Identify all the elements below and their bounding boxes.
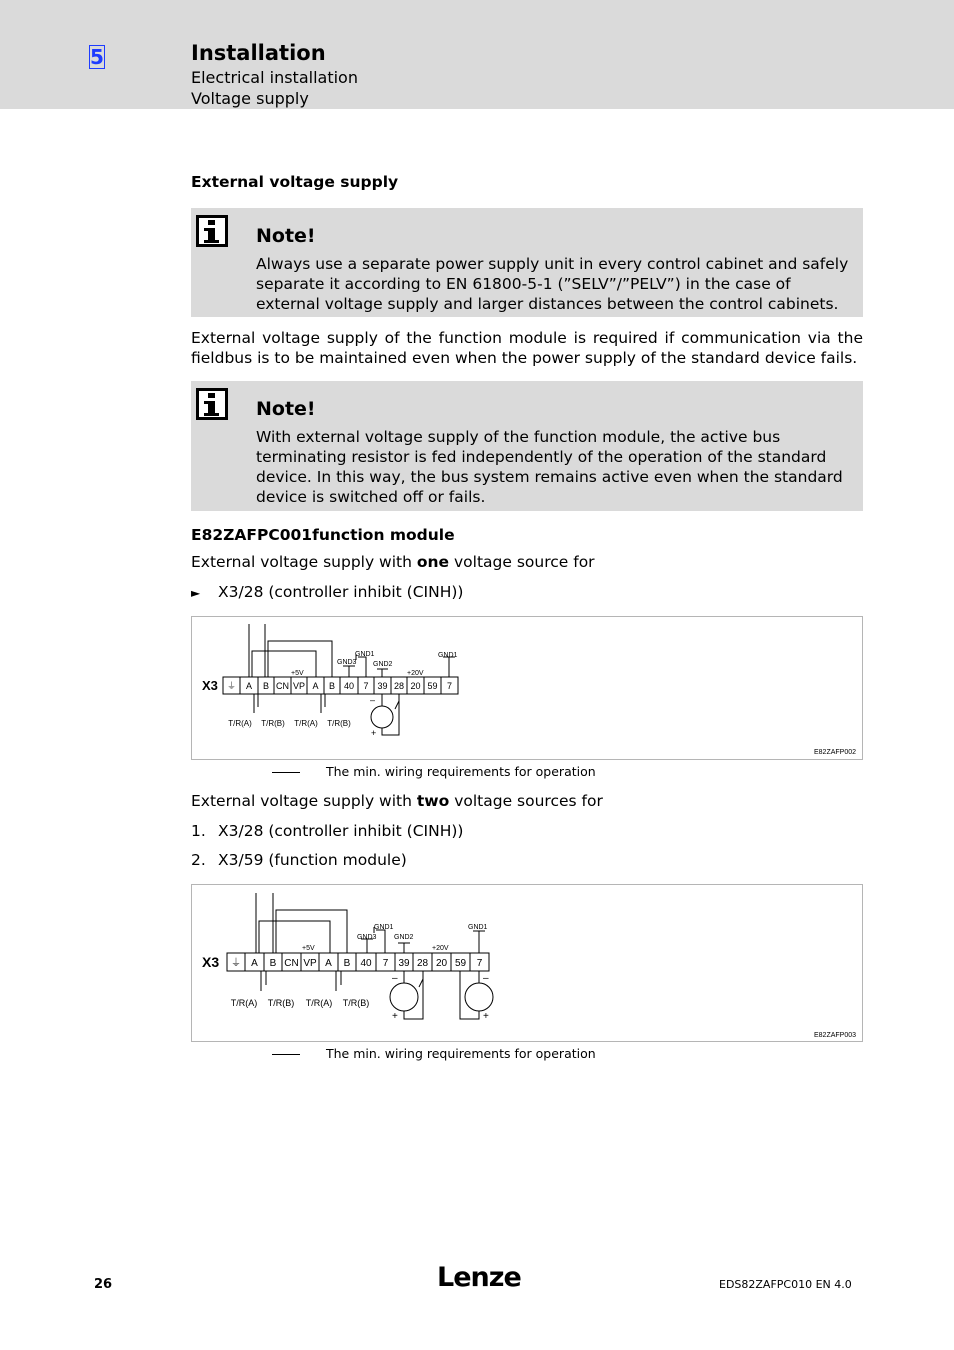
- label-gnd1: GND1: [374, 924, 394, 931]
- terminal-label: 59: [427, 681, 438, 691]
- label-gnd2: GND2: [373, 661, 393, 668]
- figure-id: E82ZAFP003: [814, 1032, 857, 1039]
- note-text: Always use a separate power supply unit in every control cabinet and safely separate it according to EN 61800-5-1 (”SELV”/”PELV”) in the case of external voltage supply and larger distances between the control cabinets.: [256, 255, 849, 313]
- page-number: 26: [94, 1277, 113, 1292]
- minus-sign: –: [370, 695, 376, 705]
- item-number: 1.: [191, 822, 206, 840]
- terminal-label: 59: [454, 958, 467, 969]
- intro-suffix: voltage sources for: [449, 792, 603, 810]
- terminal-label: 7: [363, 681, 369, 691]
- terminal-label: 7: [476, 958, 483, 969]
- item-text: X3/59 (function module): [218, 851, 407, 869]
- terminal-label: 7: [446, 681, 453, 691]
- label-gnd1: GND1: [468, 924, 488, 931]
- label-gnd2: GND2: [394, 934, 414, 941]
- minus-sign: –: [392, 973, 398, 984]
- label-plus5v: +5V: [302, 945, 315, 952]
- plus-sign: +: [483, 1011, 489, 1022]
- terminal-label: 7: [382, 958, 389, 969]
- terminal-label: 20: [435, 958, 448, 969]
- minus-sign: –: [483, 973, 489, 984]
- info-icon: [196, 388, 228, 420]
- terminal-label: A: [312, 681, 319, 691]
- document-id: EDS82ZAFPC010 EN 4.0: [719, 1278, 852, 1291]
- connector-label: X3: [202, 954, 220, 970]
- wiring-diagram-svg: [192, 617, 864, 761]
- bus-label: T/R(A): [230, 998, 258, 1008]
- label-gnd3: GND3: [337, 659, 357, 666]
- terminal-label: 40: [360, 958, 372, 969]
- bullet-text: X3/28 (controller inhibit (CINH)): [218, 583, 464, 601]
- section-breadcrumb-1: Electrical installation: [191, 68, 358, 87]
- bus-label: T/R(B): [327, 719, 351, 728]
- note-box-2: [191, 381, 863, 511]
- label-plus5v: +5V: [291, 670, 304, 677]
- terminal-label: B: [269, 958, 277, 969]
- terminal-label: B: [343, 958, 351, 969]
- item-text: X3/28 (controller inhibit (CINH)): [218, 822, 464, 840]
- note-box-1: [191, 208, 863, 317]
- chapter-title: Installation: [191, 41, 326, 65]
- terminal-label: ⏚: [231, 958, 241, 969]
- chapter-number[interactable]: 5: [90, 45, 104, 69]
- intro-emphasis: two: [416, 792, 450, 810]
- terminal-label: 28: [393, 681, 405, 691]
- info-icon: [196, 215, 228, 247]
- one-source-intro: [191, 553, 595, 571]
- two-sources-intro: [191, 792, 603, 810]
- intro-emphasis: one: [416, 553, 450, 571]
- item-number: 2.: [191, 851, 206, 869]
- bullet-arrow-icon: ►: [191, 586, 201, 600]
- caption-line: [272, 1054, 300, 1055]
- wiring-diagram-2: [191, 884, 863, 1042]
- terminal-label: 20: [410, 681, 421, 691]
- label-plus20v: +20V: [407, 670, 424, 677]
- figure-caption: The min. wiring requirements for operation: [326, 764, 596, 779]
- terminal-label: A: [251, 958, 258, 969]
- intro-prefix: External voltage supply with: [191, 792, 417, 810]
- terminal-label: ⏚: [226, 681, 237, 691]
- lenze-logo: Lenze: [437, 1262, 521, 1293]
- bus-label: T/R(A): [305, 998, 333, 1008]
- bus-label: T/R(A): [294, 719, 318, 728]
- terminal-label: CN: [284, 958, 299, 969]
- terminal-label: VP: [303, 958, 317, 969]
- bus-label: T/R(A): [228, 719, 252, 728]
- section-title: External voltage supply: [191, 173, 399, 191]
- wiring-diagram-1: [191, 616, 863, 760]
- label-gnd1: GND1: [438, 652, 458, 659]
- terminal-label: B: [262, 681, 270, 691]
- terminal-label: 39: [398, 958, 410, 969]
- figure-id: E82ZAFP002: [814, 749, 857, 756]
- bus-label: T/R(B): [267, 998, 295, 1008]
- label-gnd1: GND1: [355, 651, 375, 658]
- note-text: With external voltage supply of the function module, the active bus terminating resistor is fed independently of the operation of the standard device. In this way, the bus system remains active even when the standard device is switched off or fails.: [256, 428, 843, 506]
- note-heading: Note!: [256, 225, 316, 247]
- connector-label: X3: [202, 678, 218, 693]
- numbered-item: [191, 822, 463, 840]
- bullet-item: [191, 583, 463, 601]
- section-breadcrumb-2: Voltage supply: [191, 89, 309, 108]
- note-heading: Note!: [256, 398, 316, 420]
- numbered-item: [191, 851, 407, 869]
- terminal-label: B: [328, 681, 336, 691]
- caption-line: [272, 772, 300, 773]
- label-gnd3: GND3: [357, 934, 377, 941]
- plus-sign: +: [371, 728, 377, 738]
- bus-label: T/R(B): [342, 998, 370, 1008]
- figure-caption: The min. wiring requirements for operation: [326, 1046, 596, 1061]
- label-plus20v: +20V: [432, 945, 449, 952]
- terminal-label: CN: [276, 681, 289, 691]
- terminal-label: 28: [416, 958, 429, 969]
- terminal-label: 39: [377, 681, 388, 691]
- subsection-title: E82ZAFPC001function module: [191, 526, 455, 544]
- intro-suffix: voltage source for: [449, 553, 595, 571]
- terminal-label: A: [325, 958, 332, 969]
- body-paragraph: External voltage supply of the function module is required if communication via the fieldbus is to be maintained even when the power supply of the standard device fails.: [191, 329, 863, 367]
- terminal-label: VP: [292, 681, 306, 691]
- terminal-label: 40: [343, 681, 355, 691]
- wiring-diagram-svg: [192, 885, 864, 1043]
- intro-prefix: External voltage supply with: [191, 553, 417, 571]
- terminal-label: A: [245, 681, 253, 691]
- plus-sign: +: [392, 1011, 398, 1022]
- bus-label: T/R(B): [261, 719, 285, 728]
- page-header: [0, 0, 954, 109]
